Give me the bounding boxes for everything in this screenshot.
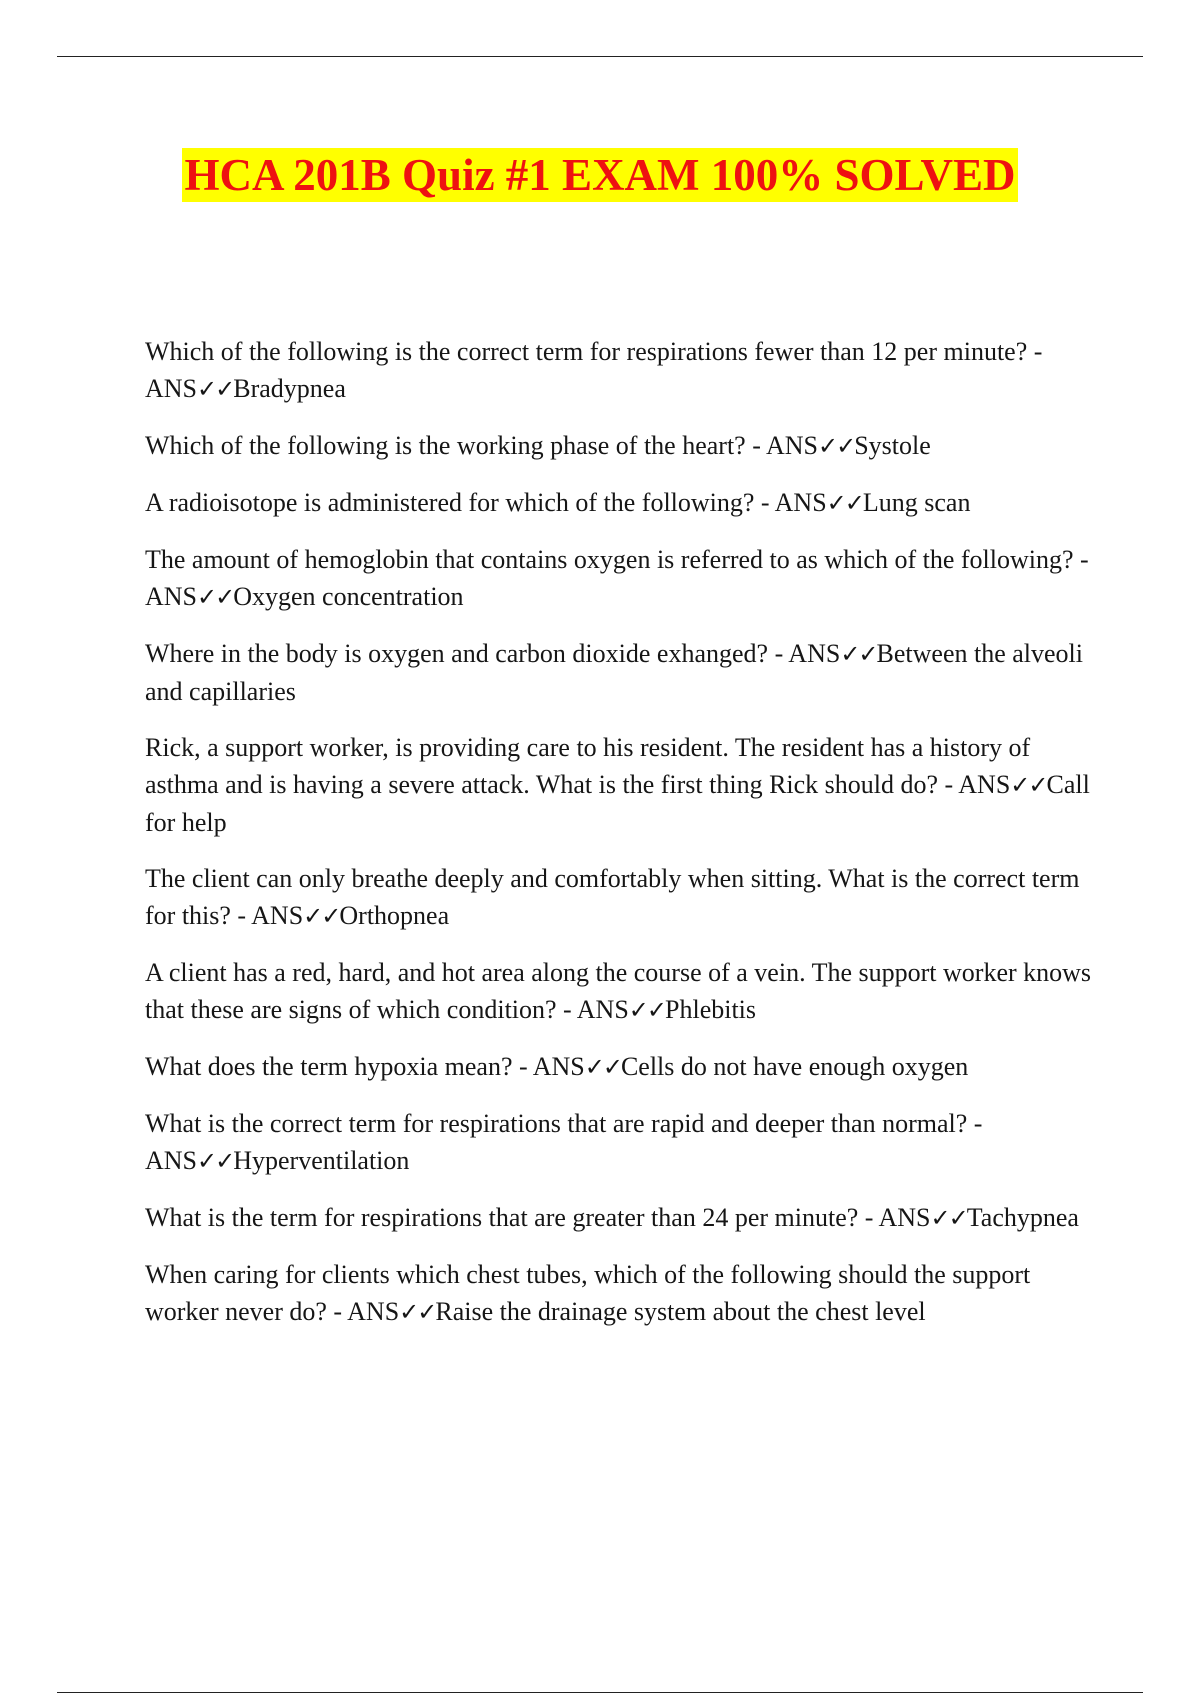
- check-marks-icon: ✓✓: [930, 1204, 967, 1232]
- question-text: What is the term for respirations that are greater than 24 per minute? -: [145, 1203, 879, 1232]
- qa-item: [145, 729, 1095, 841]
- question-text: A radioisotope is administered for which of the following? -: [145, 488, 775, 517]
- answer-marker: ANS: [774, 488, 827, 517]
- qa-item: [145, 954, 1095, 1029]
- answer-text: Systole: [854, 431, 931, 460]
- answer-marker: ANS: [878, 1203, 931, 1232]
- qa-item: [145, 860, 1095, 935]
- question-text: A client has a red, hard, and hot area along the course of a vein. The support worker knows that these are signs of which condition? -: [145, 958, 1092, 1024]
- answer-text: Orthopnea: [339, 901, 450, 930]
- answer-marker: ANS: [145, 1146, 198, 1175]
- answer-marker: ANS: [788, 639, 841, 668]
- check-marks-icon: ✓✓: [197, 583, 234, 611]
- answer-text: Hyperventilation: [233, 1146, 410, 1175]
- answer-text: Between the alveoli and capillaries: [145, 639, 1084, 706]
- question-text: When caring for clients which chest tubes, which of the following should the support worker never do? -: [145, 1260, 1031, 1326]
- qa-item: [145, 1256, 1095, 1331]
- qa-list: [145, 333, 1095, 1350]
- question-text: The amount of hemoglobin that contains oxygen is referred to as which of the following? -: [145, 545, 1089, 574]
- question-text: The client can only breathe deeply and comfortably when sitting. What is the correct term for this? -: [145, 864, 1080, 930]
- answer-marker: ANS: [576, 995, 629, 1024]
- answer-text: Oxygen concentration: [233, 582, 464, 611]
- check-marks-icon: ✓✓: [840, 640, 877, 668]
- question-text: Which of the following is the correct term for respirations fewer than 12 per minute? -: [145, 337, 1043, 366]
- answer-marker: ANS: [532, 1052, 585, 1081]
- check-marks-icon: ✓✓: [197, 1147, 234, 1175]
- check-marks-icon: ✓✓: [817, 432, 855, 460]
- answer-text: Tachypnea: [966, 1203, 1079, 1232]
- answer-text: Raise the drainage system about the chest level: [435, 1297, 926, 1326]
- qa-item: [145, 333, 1095, 408]
- answer-text: Cells do not have enough oxygen: [620, 1052, 969, 1081]
- answer-text: Phlebitis: [665, 995, 757, 1024]
- question-text: Where in the body is oxygen and carbon dioxide exhanged? -: [145, 639, 789, 668]
- answer-text: Call for help: [145, 770, 1090, 837]
- qa-item: [145, 635, 1095, 710]
- answer-text: Lung scan: [862, 488, 971, 517]
- check-marks-icon: ✓✓: [197, 375, 234, 403]
- answer-marker: ANS: [251, 901, 304, 930]
- qa-item: [145, 541, 1095, 616]
- answer-marker: ANS: [347, 1297, 400, 1326]
- question-text: Which of the following is the working phase of the heart? -: [145, 431, 766, 460]
- top-rule: [57, 56, 1143, 57]
- answer-marker: ANS: [765, 431, 818, 460]
- answer-text: Bradypnea: [233, 374, 346, 403]
- answer-marker: ANS: [958, 770, 1011, 799]
- bottom-rule: [57, 1692, 1143, 1693]
- qa-item: [145, 484, 1095, 522]
- document-title: HCA 201B Quiz #1 EXAM 100% SOLVED: [182, 148, 1019, 202]
- check-marks-icon: ✓✓: [1010, 771, 1047, 799]
- question-text: Rick, a support worker, is providing care to his resident. The resident has a history of asthma and is having a severe attack. What is the first thing Rick should do? -: [145, 733, 1031, 799]
- question-text: What does the term hypoxia mean? -: [145, 1052, 533, 1081]
- answer-marker: ANS: [145, 374, 198, 403]
- check-marks-icon: ✓✓: [826, 489, 863, 517]
- check-marks-icon: ✓✓: [399, 1298, 436, 1326]
- qa-item: [145, 1199, 1095, 1237]
- qa-item: [145, 1105, 1095, 1180]
- qa-item: [145, 1048, 1095, 1086]
- title-container: [0, 148, 1200, 202]
- check-marks-icon: ✓✓: [303, 902, 340, 930]
- check-marks-icon: ✓✓: [628, 996, 666, 1024]
- qa-item: [145, 427, 1095, 465]
- question-text: What is the correct term for respirations that are rapid and deeper than normal? -: [145, 1109, 983, 1138]
- check-marks-icon: ✓✓: [584, 1053, 621, 1081]
- answer-marker: ANS: [145, 582, 198, 611]
